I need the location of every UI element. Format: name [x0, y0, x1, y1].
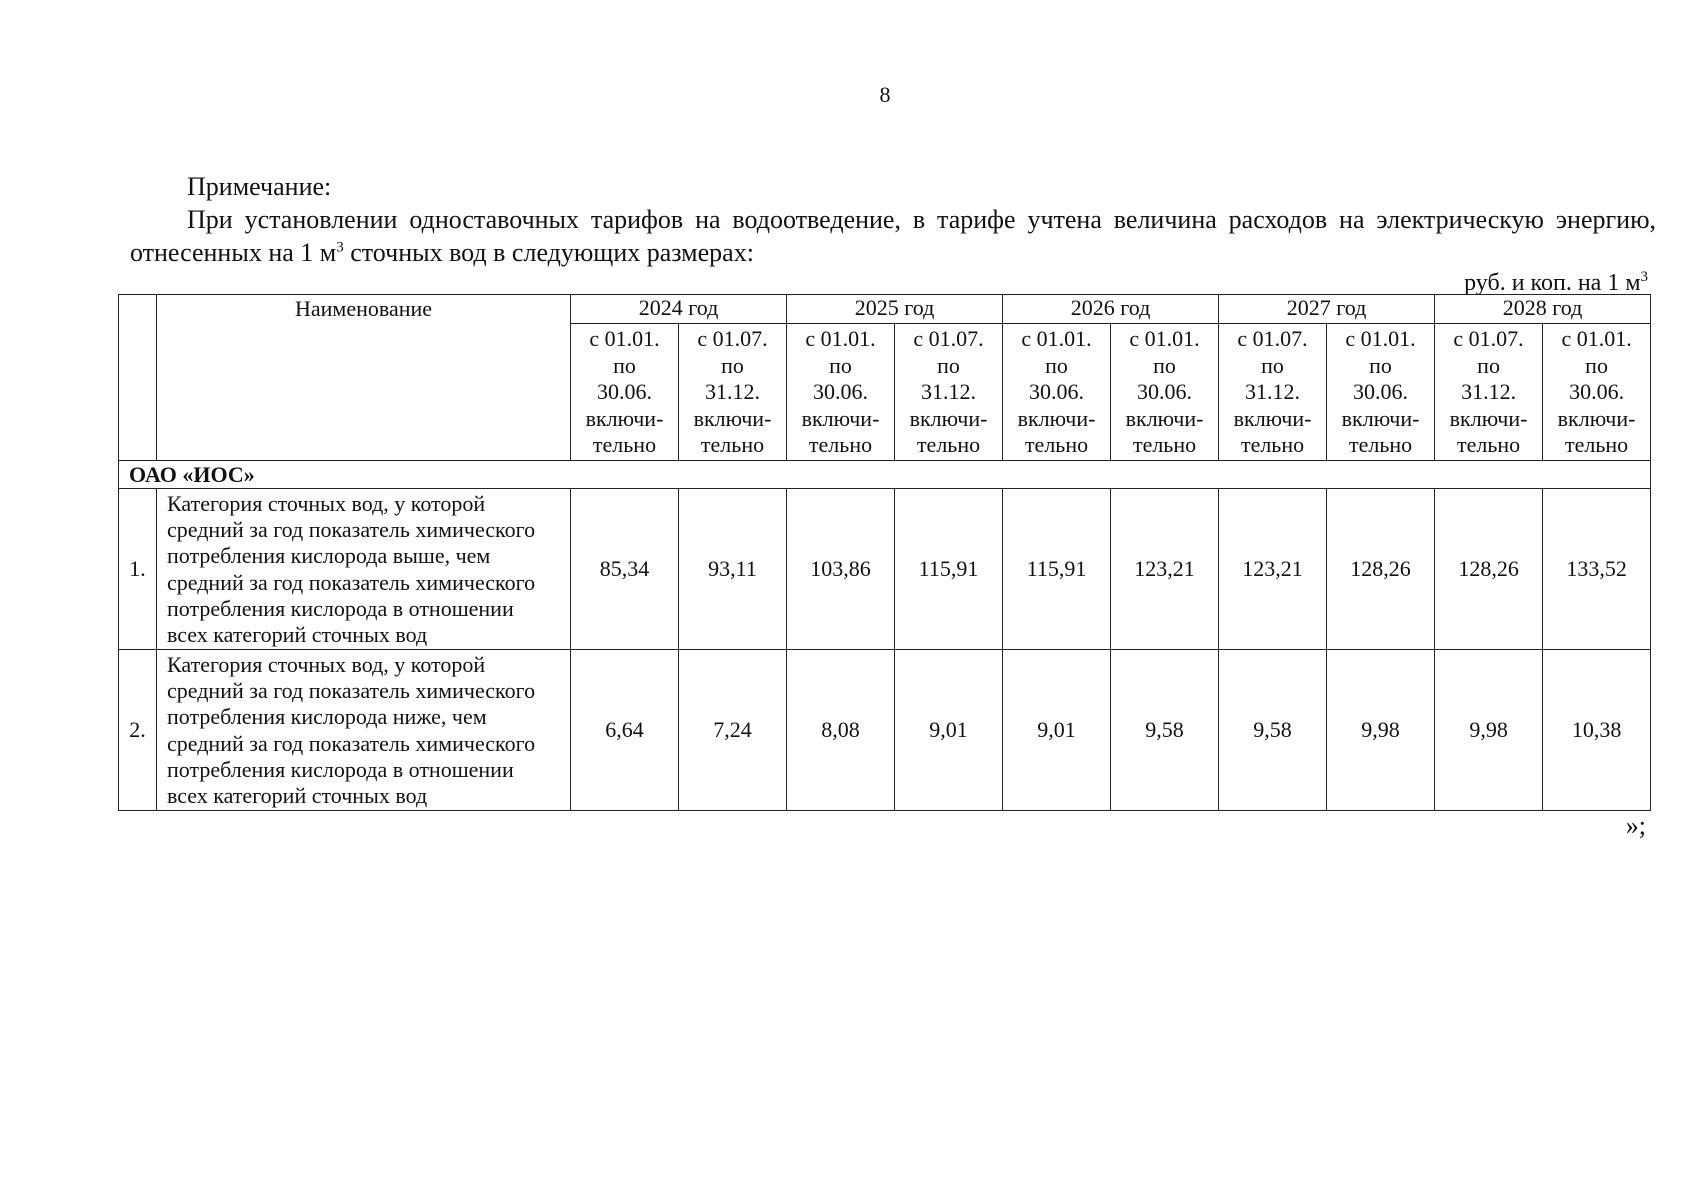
header-period-line: включи- [1125, 405, 1204, 431]
header-period [1003, 324, 1111, 461]
tariff-value: 103,86 [787, 489, 895, 650]
header-period-line: включи- [1233, 405, 1312, 431]
header-period [1543, 324, 1651, 461]
tariff-value: 9,58 [1111, 650, 1219, 811]
header-period-line: с 01.01. [589, 326, 660, 351]
header-year-2025: 2025 год [787, 295, 1003, 324]
header-period-line: по [1477, 352, 1500, 378]
header-period-line: включи- [1017, 405, 1096, 431]
tariff-value: 93,11 [679, 489, 787, 650]
header-period-line: по [1585, 352, 1608, 378]
row-name-line: средний за год показатель химического [167, 678, 536, 704]
tariff-table [118, 294, 1651, 811]
header-period-line: с 01.01. [1129, 326, 1200, 351]
tariff-value: 123,21 [1219, 489, 1327, 650]
header-year-2024: 2024 год [571, 295, 787, 324]
header-period-line: с 01.01. [1561, 326, 1632, 351]
header-period-line: 31.12. [705, 379, 760, 404]
header-period-line: 31.12. [921, 379, 977, 404]
header-period-line: 30.06. [1137, 379, 1193, 404]
header-period-line: по [1369, 352, 1392, 378]
tariff-value: 85,34 [571, 489, 679, 650]
row-name-line: всех категорий сточных вод [167, 783, 428, 809]
row-number: 2. [119, 650, 157, 811]
row-name-line: потребления кислорода в отношении [167, 756, 514, 782]
header-period-line: по [721, 352, 744, 378]
header-period-line: по [1153, 352, 1176, 378]
tariff-value: 8,08 [787, 650, 895, 811]
header-period-line: с 01.07. [1237, 326, 1308, 351]
header-period-line: включи- [801, 405, 880, 431]
header-period-line: с 01.01. [1345, 326, 1416, 351]
note-block [130, 170, 1656, 269]
tariff-value: 6,64 [571, 650, 679, 811]
units-superscript: 3 [1640, 269, 1648, 285]
header-year-2027: 2027 год [1219, 295, 1435, 324]
table-row [119, 489, 1651, 650]
header-period [1327, 324, 1435, 461]
header-period-line: 30.06. [1569, 379, 1625, 404]
header-period-line: с 01.01. [805, 326, 876, 351]
header-period-line: 31.12. [1245, 379, 1301, 404]
header-period-line: 30.06. [1353, 379, 1409, 404]
row-name [157, 650, 571, 811]
header-period [787, 324, 895, 461]
header-period [895, 324, 1003, 461]
header-period-line: тельно [1024, 432, 1089, 457]
header-period-line: тельно [1132, 432, 1197, 457]
header-period-line: включи- [1557, 405, 1636, 431]
closing-quote: »; [1625, 811, 1646, 840]
tariff-value: 9,58 [1219, 650, 1327, 811]
row-name-line: средний за год показатель химического [167, 730, 536, 756]
note-unit-superscript: 3 [336, 239, 344, 256]
header-period [679, 324, 787, 461]
note-text-main: При установлении одноставочных тарифов на водоотведение, в тарифе учтена величина расходов на электрическую энергию, отнесенных на 1 м [130, 205, 1656, 267]
header-period-line: тельно [1564, 432, 1629, 457]
header-period-line: тельно [1456, 432, 1521, 457]
row-name-line: средний за год показатель химического [167, 517, 536, 543]
row-name-line: Категория сточных вод, у которой [167, 652, 486, 677]
tariff-value: 128,26 [1435, 489, 1543, 650]
note-text-tail: сточных вод в следующих размерах: [343, 238, 754, 267]
tariff-value: 10,38 [1543, 650, 1651, 811]
header-period-line: тельно [1240, 432, 1305, 457]
header-period-line: 30.06. [597, 379, 652, 404]
header-name: Наименование [157, 295, 571, 461]
table-row [119, 650, 1651, 811]
row-name-line: потребления кислорода в отношении [167, 595, 514, 621]
header-period-line: тельно [916, 432, 981, 457]
header-period-line: тельно [592, 432, 657, 457]
row-name-line: средний за год показатель химического [167, 569, 536, 595]
header-period-line: включи- [585, 405, 664, 431]
tariff-value: 123,21 [1111, 489, 1219, 650]
header-period-line: тельно [700, 432, 765, 457]
header-year-2028: 2028 год [1435, 295, 1651, 324]
header-period-line: с 01.07. [1453, 326, 1524, 351]
tariff-value: 128,26 [1327, 489, 1435, 650]
header-period-line: по [1261, 352, 1284, 378]
header-period-line: включи- [1449, 405, 1528, 431]
header-period-line: по [829, 352, 852, 378]
tariff-value: 9,01 [1003, 650, 1111, 811]
row-name-line: потребления кислорода ниже, чем [167, 704, 487, 730]
row-name [157, 489, 571, 650]
header-period-line: 30.06. [1029, 379, 1085, 404]
company-name: ОАО «ИОС» [119, 461, 1651, 489]
row-name-line: Категория сточных вод, у которой [167, 491, 486, 516]
header-period [1219, 324, 1327, 461]
units-label [1464, 270, 1648, 297]
header-period-line: с 01.01. [1021, 326, 1092, 351]
header-period-line: тельно [1348, 432, 1413, 457]
header-period [571, 324, 679, 461]
tariff-value: 7,24 [679, 650, 787, 811]
header-period [1435, 324, 1543, 461]
tariff-value: 9,01 [895, 650, 1003, 811]
header-period-line: 31.12. [1461, 379, 1517, 404]
units-text: руб. и коп. на 1 м [1464, 270, 1641, 296]
page-number: 8 [879, 82, 891, 107]
header-number-cell [119, 295, 157, 461]
note-text [130, 203, 1656, 269]
header-period-line: включи- [693, 405, 772, 431]
header-period [1111, 324, 1219, 461]
header-period-line: 30.06. [813, 379, 869, 404]
tariff-value: 133,52 [1543, 489, 1651, 650]
header-period-line: включи- [909, 405, 988, 431]
row-name-line: всех категорий сточных вод [167, 622, 428, 648]
header-period-line: по [1045, 352, 1068, 378]
tariff-value: 9,98 [1327, 650, 1435, 811]
header-period-line: включи- [1341, 405, 1420, 431]
row-name-line: потребления кислорода выше, чем [167, 543, 491, 569]
tariff-value: 9,98 [1435, 650, 1543, 811]
header-year-2026: 2026 год [1003, 295, 1219, 324]
header-period-line: с 01.07. [913, 326, 984, 351]
header-period-line: с 01.07. [697, 326, 768, 351]
row-number: 1. [119, 489, 157, 650]
tariff-value: 115,91 [895, 489, 1003, 650]
note-title: Примечание: [187, 172, 332, 201]
header-period-line: тельно [808, 432, 873, 457]
header-period-line: по [613, 352, 636, 378]
header-period-line: по [937, 352, 960, 378]
tariff-value: 115,91 [1003, 489, 1111, 650]
